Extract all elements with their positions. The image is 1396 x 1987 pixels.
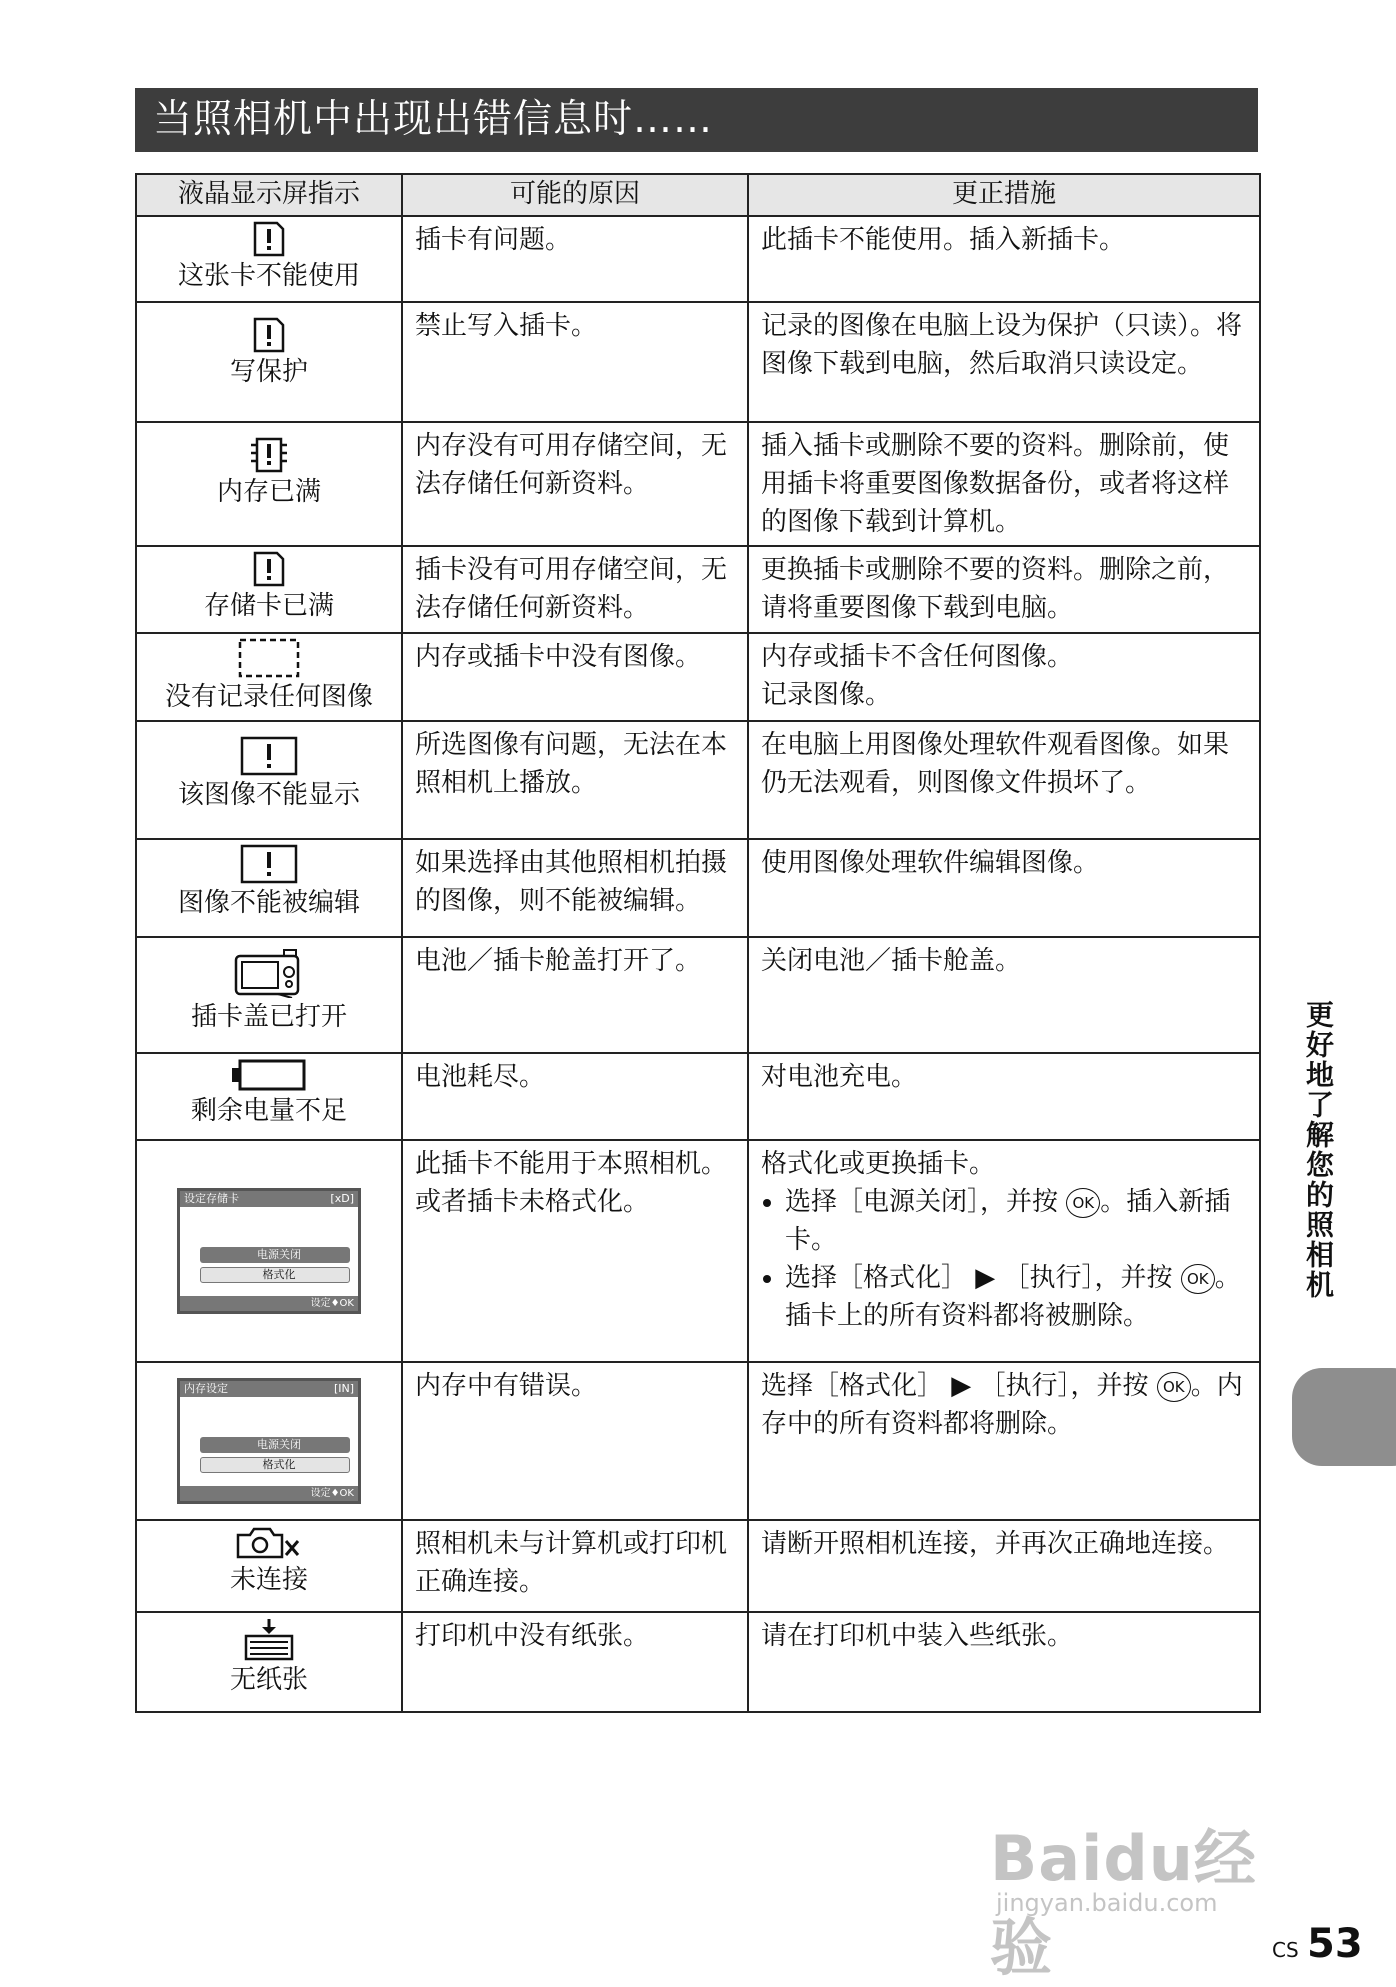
fix-cell: 插入插卡或删除不要的资料。删除前，使用插卡将重要图像数据备份，或者将这样的图像下载到计算机。: [748, 422, 1260, 546]
camera-not-connected-icon: [139, 1525, 399, 1561]
fix-cell: 更换插卡或删除不要的资料。删除之前，请将重要图像下载到电脑。: [748, 546, 1260, 633]
table-header-row: [136, 174, 1260, 216]
cause-cell: 内存或插卡中没有图像。: [402, 633, 748, 721]
memory-setup-screen: [177, 1378, 361, 1504]
fix-cell: 请断开照相机连接，并再次正确地连接。: [748, 1520, 1260, 1612]
lcd-footer: 设定♦OK: [180, 1486, 358, 1501]
lcd-option-format: 格式化: [200, 1267, 350, 1283]
table-row: [136, 546, 1260, 633]
cause-cell: 内存没有可用存储空间，无法存储任何新资料。: [402, 422, 748, 546]
fix-cell: 请在打印机中装入些纸张。: [748, 1612, 1260, 1712]
fix-cell: 关闭电池／插卡舱盖。: [748, 937, 1260, 1053]
cause-cell: 禁止写入插卡。: [402, 302, 748, 422]
cause-cell: 此插卡不能用于本照相机。或者插卡未格式化。: [402, 1140, 748, 1362]
error-table: [135, 173, 1261, 1713]
display-label: 插卡盖已打开: [190, 1002, 347, 1032]
watermark-logo: Baidu经验: [990, 1822, 1257, 1984]
display-label: 写保护: [229, 357, 308, 387]
watermark-url: jingyan.baidu.com: [996, 1889, 1218, 1917]
cause-cell: 打印机中没有纸张。: [402, 1612, 748, 1712]
card-setup-screen: [177, 1188, 361, 1314]
no-paper-icon: [139, 1617, 399, 1661]
lcd-option-power-off: 电源关闭: [200, 1247, 350, 1263]
lcd-option-power-off: 电源关闭: [200, 1437, 350, 1453]
write-protect-icon: [139, 317, 399, 353]
section-tab: [1292, 1368, 1396, 1466]
table-row: [136, 1612, 1260, 1712]
header-display: 液晶显示屏指示: [136, 174, 402, 216]
cause-cell: 照相机未与计算机或打印机正确连接。: [402, 1520, 748, 1612]
fix-cell: 对电池充电。: [748, 1053, 1260, 1140]
header-fix: 更正措施: [748, 174, 1260, 216]
fix-cell: 此插卡不能使用。插入新插卡。: [748, 216, 1260, 302]
ok-button-icon: OK: [1066, 1188, 1100, 1218]
table-row: [136, 1362, 1260, 1520]
fix-cell: 格式化或更换插卡。: [761, 1149, 996, 1179]
cause-cell: 如果选择由其他照相机拍摄的图像，则不能被编辑。: [402, 839, 748, 937]
battery-empty-icon: [139, 1058, 399, 1092]
table-row: [136, 633, 1260, 721]
page-title: 当照相机中出现出错信息时……: [135, 88, 1258, 152]
cannot-edit-icon: [139, 844, 399, 884]
fix-cell-line2: 记录图像。: [761, 680, 892, 710]
table-row: [136, 216, 1260, 302]
fix-cell: 记录的图像在电脑上设为保护（只读）。将图像下载到电脑，然后取消只读设定。: [748, 302, 1260, 422]
section-side-label: 更好地了解您的照相机: [1302, 1000, 1335, 1300]
table-row: [136, 721, 1260, 839]
table-row: [136, 937, 1260, 1053]
fix-bullet: • 选择［电源关闭］，并按 OK 。插入新插卡。: [785, 1183, 1249, 1259]
cause-cell: 插卡有问题。: [402, 216, 748, 302]
cause-cell: 电池耗尽。: [402, 1053, 748, 1140]
lcd-tag: [IN]: [333, 1382, 354, 1395]
lcd-title: 设定存储卡: [184, 1192, 239, 1205]
fix-cell: 在电脑上用图像处理软件观看图像。如果仍无法观看，则图像文件损坏了。: [748, 721, 1260, 839]
card-error-icon: [139, 221, 399, 257]
fix-bullets: [761, 1183, 1249, 1335]
display-label: 图像不能被编辑: [177, 888, 360, 918]
fix-cell: 使用图像处理软件编辑图像。: [748, 839, 1260, 937]
display-label: 存储卡已满: [203, 591, 334, 621]
display-label: 无纸张: [229, 1665, 308, 1695]
cause-cell: 插卡没有可用存储空间，无法存储任何新资料。: [402, 546, 748, 633]
table-row: [136, 1140, 1260, 1362]
fix-cell-end: 。内存中的所有资料都将删除。: [761, 1371, 1243, 1439]
display-label: 该图像不能显示: [177, 780, 360, 810]
ok-button-icon: OK: [1181, 1264, 1215, 1294]
table-row: [136, 422, 1260, 546]
header-cause: 可能的原因: [402, 174, 748, 216]
fix-bullet: • 选择［格式化］ ▶ ［执行］，并按 OK 。插卡上的所有资料都将被删除。: [785, 1259, 1249, 1335]
cause-cell: 内存中有错误。: [402, 1362, 748, 1520]
lcd-footer: 设定♦OK: [180, 1296, 358, 1311]
cause-cell: 所选图像有问题，无法在本照相机上播放。: [402, 721, 748, 839]
cause-cell: 电池／插卡舱盖打开了。: [402, 937, 748, 1053]
card-full-icon: [139, 551, 399, 587]
table-row: [136, 839, 1260, 937]
display-label: 这张卡不能使用: [177, 261, 360, 291]
no-picture-icon: [139, 638, 399, 678]
memory-full-icon: [139, 437, 399, 473]
lcd-title: 内存设定: [184, 1382, 228, 1395]
picture-error-icon: [139, 736, 399, 776]
fix-cell: 内存或插卡不含任何图像。: [761, 642, 1074, 672]
card-cover-open-icon: [139, 948, 399, 998]
table-row: [136, 1520, 1260, 1612]
fix-cell: 选择［格式化］ ▶ ［执行］，并按: [761, 1371, 1149, 1401]
lcd-option-format: 格式化: [200, 1457, 350, 1473]
table-row: [136, 302, 1260, 422]
table-row: [136, 1053, 1260, 1140]
display-label: 剩余电量不足: [190, 1096, 347, 1126]
ok-button-icon: OK: [1157, 1372, 1191, 1402]
display-label: 内存已满: [216, 477, 321, 507]
language-code: CS: [1272, 1938, 1299, 1962]
page-number: 53: [1307, 1921, 1363, 1967]
display-label: 未连接: [229, 1565, 308, 1595]
lcd-tag: [xD]: [330, 1192, 354, 1205]
display-label: 没有记录任何图像: [164, 682, 373, 712]
